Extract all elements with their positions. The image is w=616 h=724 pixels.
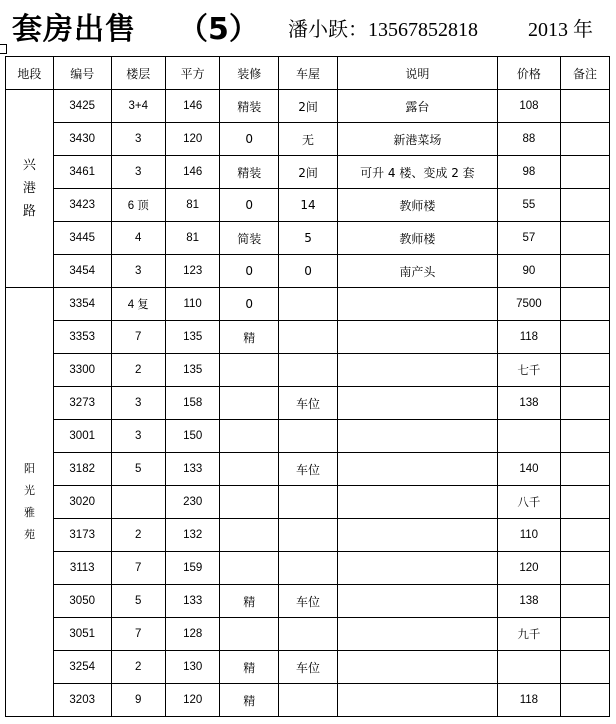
cell-remark: [560, 189, 609, 222]
cell-id: 3254: [53, 651, 111, 684]
cell-note: [337, 684, 497, 717]
cell-garage: 车位: [279, 453, 338, 486]
cell-floor: 7: [111, 618, 165, 651]
area-cell: [6, 90, 54, 288]
cell-decor: 0: [220, 123, 279, 156]
table-row: [6, 387, 610, 420]
table-row: [6, 255, 610, 288]
cell-sqm: 130: [165, 651, 219, 684]
cell-price: [497, 651, 560, 684]
cell-note: [337, 354, 497, 387]
cell-sqm: 133: [165, 453, 219, 486]
cell-remark: [560, 288, 609, 321]
cell-price: 57: [497, 222, 560, 255]
cell-remark: [560, 618, 609, 651]
cell-remark: [560, 387, 609, 420]
header-row: [6, 57, 610, 90]
header-id: 编号: [53, 57, 111, 90]
cell-sqm: 128: [165, 618, 219, 651]
cell-price: 108: [497, 90, 560, 123]
cell-floor: [111, 486, 165, 519]
area-char: 光: [23, 484, 35, 497]
table-body: [6, 90, 610, 717]
header-floor: 楼层: [111, 57, 165, 90]
table-row: [6, 585, 610, 618]
cell-floor: 6 顶: [111, 189, 165, 222]
cell-decor: 0: [220, 255, 279, 288]
cell-id: 3273: [53, 387, 111, 420]
cell-price: 55: [497, 189, 560, 222]
cell-remark: [560, 255, 609, 288]
cell-decor: 精: [220, 684, 279, 717]
cell-garage: 2间: [279, 90, 338, 123]
cell-decor: 精装: [220, 156, 279, 189]
cell-remark: [560, 519, 609, 552]
cell-sqm: 135: [165, 321, 219, 354]
header-decor: 装修: [220, 57, 279, 90]
cell-sqm: 123: [165, 255, 219, 288]
cell-garage: [279, 684, 338, 717]
cell-sqm: 146: [165, 90, 219, 123]
cell-floor: 3: [111, 123, 165, 156]
cell-price: 138: [497, 387, 560, 420]
listing-table: [5, 56, 610, 717]
cell-price: 110: [497, 519, 560, 552]
cell-note: [337, 651, 497, 684]
area-char: 苑: [23, 528, 35, 541]
cell-id: 3173: [53, 519, 111, 552]
cell-sqm: 110: [165, 288, 219, 321]
cell-sqm: 230: [165, 486, 219, 519]
area-char: 港: [22, 181, 36, 196]
cell-decor: [220, 354, 279, 387]
cell-garage: 0: [279, 255, 338, 288]
cell-remark: [560, 585, 609, 618]
cell-id: 3203: [53, 684, 111, 717]
table-row: [6, 453, 610, 486]
cell-decor: 0: [220, 288, 279, 321]
cell-remark: [560, 552, 609, 585]
cell-price: 九千: [497, 618, 560, 651]
cell-price: 118: [497, 321, 560, 354]
cell-remark: [560, 222, 609, 255]
title-bar: [0, 0, 616, 52]
cell-price: 140: [497, 453, 560, 486]
cell-floor: 2: [111, 354, 165, 387]
header-sqm: 平方: [165, 57, 219, 90]
cell-sqm: 150: [165, 420, 219, 453]
cell-note: [337, 552, 497, 585]
cell-remark: [560, 156, 609, 189]
cell-garage: [279, 420, 338, 453]
cell-id: 3454: [53, 255, 111, 288]
cell-garage: 5: [279, 222, 338, 255]
contact-info: 潘小跃：13567852818: [288, 19, 478, 41]
table-row: [6, 552, 610, 585]
cell-decor: [220, 618, 279, 651]
cell-floor: 7: [111, 552, 165, 585]
cell-id: 3051: [53, 618, 111, 651]
cell-garage: [279, 354, 338, 387]
cell-id: 3445: [53, 222, 111, 255]
table-row: [6, 321, 610, 354]
cell-garage: 车位: [279, 651, 338, 684]
table-row: [6, 156, 610, 189]
cell-garage: [279, 552, 338, 585]
cell-remark: [560, 90, 609, 123]
cell-floor: 2: [111, 651, 165, 684]
table-row: [6, 189, 610, 222]
cell-price: 88: [497, 123, 560, 156]
cell-price: 98: [497, 156, 560, 189]
cell-note: [337, 387, 497, 420]
cell-decor: 精: [220, 321, 279, 354]
cell-note: 新港菜场: [337, 123, 497, 156]
cell-id: 3461: [53, 156, 111, 189]
cell-id: 3300: [53, 354, 111, 387]
cell-garage: [279, 288, 338, 321]
cell-remark: [560, 123, 609, 156]
cell-note: [337, 519, 497, 552]
cell-floor: 7: [111, 321, 165, 354]
cell-decor: [220, 552, 279, 585]
cell-decor: [220, 486, 279, 519]
cell-note: [337, 618, 497, 651]
table-row: [6, 486, 610, 519]
cell-sqm: 120: [165, 684, 219, 717]
cell-decor: 精: [220, 651, 279, 684]
cell-note: [337, 486, 497, 519]
table-row: [6, 354, 610, 387]
header-remark: 备注: [560, 57, 609, 90]
cell-sqm: 81: [165, 222, 219, 255]
cell-id: 3354: [53, 288, 111, 321]
header-note: 说明: [337, 57, 497, 90]
cell-garage: 车位: [279, 387, 338, 420]
cell-floor: 5: [111, 585, 165, 618]
cell-floor: 4: [111, 222, 165, 255]
table-row: [6, 519, 610, 552]
year-label: 2013 年: [528, 19, 593, 41]
cell-note: [337, 288, 497, 321]
area-char: 兴: [22, 158, 36, 173]
cell-price: 八千: [497, 486, 560, 519]
cell-floor: 3: [111, 156, 165, 189]
cell-remark: [560, 354, 609, 387]
cell-price: 138: [497, 585, 560, 618]
cell-decor: 精装: [220, 90, 279, 123]
cell-floor: 3: [111, 420, 165, 453]
table-row: [6, 222, 610, 255]
cell-note: 可升 4 楼、变成 2 套: [337, 156, 497, 189]
cell-id: 3182: [53, 453, 111, 486]
cell-garage: 14: [279, 189, 338, 222]
cell-note: [337, 420, 497, 453]
table-row: [6, 288, 610, 321]
cell-sqm: 146: [165, 156, 219, 189]
cell-floor: 3: [111, 255, 165, 288]
cell-price: 118: [497, 684, 560, 717]
cell-sqm: 135: [165, 354, 219, 387]
cell-remark: [560, 321, 609, 354]
cell-garage: 车位: [279, 585, 338, 618]
cell-note: 南产头: [337, 255, 497, 288]
cell-sqm: 158: [165, 387, 219, 420]
cell-remark: [560, 651, 609, 684]
cell-remark: [560, 420, 609, 453]
cell-decor: 精: [220, 585, 279, 618]
cell-floor: 5: [111, 453, 165, 486]
area-char: 路: [22, 204, 36, 219]
cell-id: 3113: [53, 552, 111, 585]
cell-note: 教师楼: [337, 189, 497, 222]
cell-price: 7500: [497, 288, 560, 321]
cell-decor: 0: [220, 189, 279, 222]
page-number: （5）: [178, 12, 259, 47]
table-row: [6, 618, 610, 651]
page-title: 套房出售: [12, 12, 136, 47]
cell-sqm: 132: [165, 519, 219, 552]
cell-remark: [560, 684, 609, 717]
cell-price: 七千: [497, 354, 560, 387]
cell-id: 3020: [53, 486, 111, 519]
cell-sqm: 159: [165, 552, 219, 585]
header-area: 地段: [6, 57, 54, 90]
header-garage: 车屋: [279, 57, 338, 90]
header-price: 价格: [497, 57, 560, 90]
cell-garage: [279, 618, 338, 651]
cell-id: 3425: [53, 90, 111, 123]
cell-price: 120: [497, 552, 560, 585]
table-row: [6, 684, 610, 717]
table-row: [6, 123, 610, 156]
area-char: 雅: [23, 506, 35, 519]
cell-floor: 2: [111, 519, 165, 552]
cell-garage: [279, 321, 338, 354]
cell-decor: [220, 420, 279, 453]
cell-floor: 9: [111, 684, 165, 717]
cell-sqm: 120: [165, 123, 219, 156]
cell-decor: [220, 387, 279, 420]
cell-garage: 无: [279, 123, 338, 156]
cell-price: [497, 420, 560, 453]
table-row: [6, 90, 610, 123]
cell-note: [337, 453, 497, 486]
table-row: [6, 651, 610, 684]
cell-id: 3001: [53, 420, 111, 453]
area-cell: [6, 288, 54, 717]
cell-id: 3353: [53, 321, 111, 354]
cell-note: 露台: [337, 90, 497, 123]
cell-note: [337, 585, 497, 618]
cell-sqm: 133: [165, 585, 219, 618]
cell-remark: [560, 453, 609, 486]
cell-note: 教师楼: [337, 222, 497, 255]
area-char: 阳: [23, 462, 35, 475]
cell-floor: 4 复: [111, 288, 165, 321]
cell-note: [337, 321, 497, 354]
cell-garage: 2间: [279, 156, 338, 189]
cell-garage: [279, 486, 338, 519]
cell-remark: [560, 486, 609, 519]
cell-id: 3423: [53, 189, 111, 222]
cell-decor: [220, 519, 279, 552]
cell-decor: 简装: [220, 222, 279, 255]
cell-sqm: 81: [165, 189, 219, 222]
cell-decor: [220, 453, 279, 486]
cell-id: 3050: [53, 585, 111, 618]
cell-price: 90: [497, 255, 560, 288]
cell-floor: 3+4: [111, 90, 165, 123]
cell-floor: 3: [111, 387, 165, 420]
corner-mark: [0, 44, 7, 54]
cell-id: 3430: [53, 123, 111, 156]
table-row: [6, 420, 610, 453]
cell-garage: [279, 519, 338, 552]
